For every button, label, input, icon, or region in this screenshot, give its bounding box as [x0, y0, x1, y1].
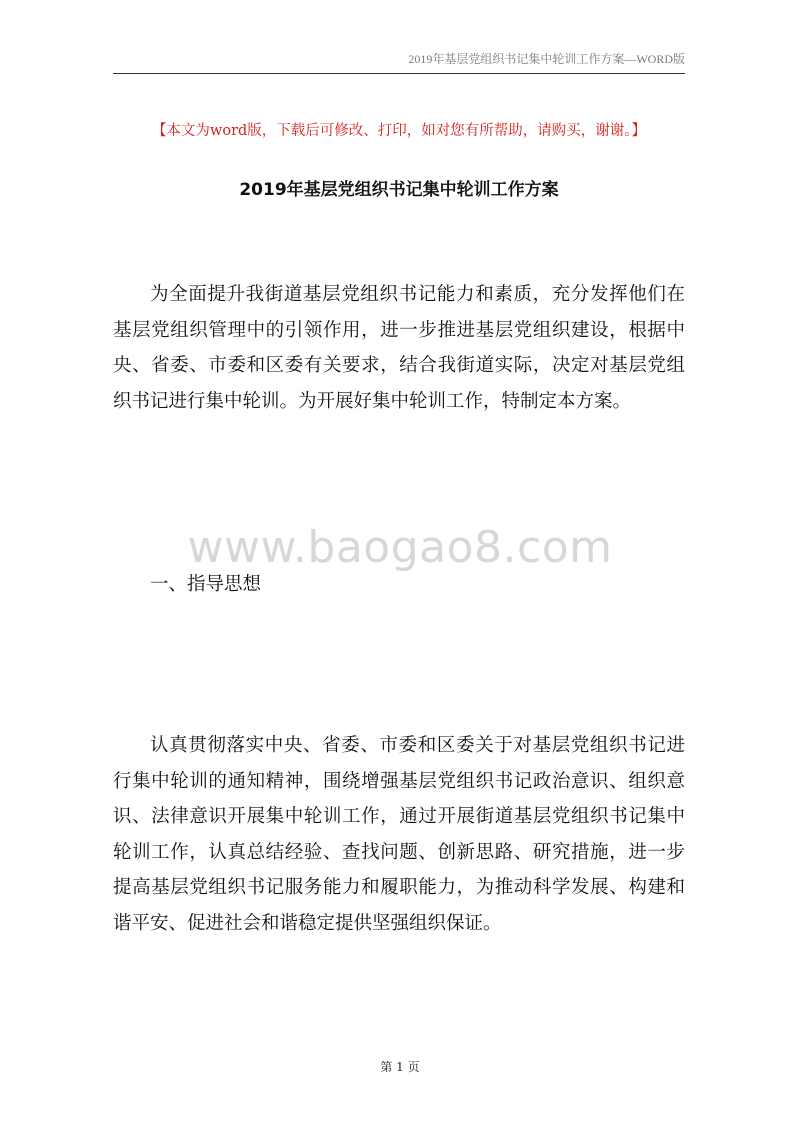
- header-divider: [113, 73, 685, 74]
- watermark: www.baogao8.com: [187, 522, 613, 573]
- section-heading-guiding-ideology: 一、指导思想: [150, 574, 262, 595]
- page-number: 第 1 页: [380, 1060, 420, 1074]
- intro-paragraph: 为全面提升我街道基层党组织书记能力和素质，充分发挥他们在基层党组织管理中的引领作用，进一步推进基层党组织建设，根据中央、省委、市委和区委有关要求，结合我街道实际，决定对基层党组织书记进行集中轮训。为开展好集中轮训工作，特制定本方案。: [113, 284, 685, 412]
- document-title: 2019年基层党组织书记集中轮训工作方案: [239, 180, 559, 200]
- page-header: 2019年基层党组织书记集中轮训工作方案—WORD版: [408, 52, 685, 66]
- guiding-ideology-paragraph: 认真贯彻落实中央、省委、市委和区委关于对基层党组织书记进行集中轮训的通知精神，围绕增强基层党组织书记政治意识、组织意识、法律意识开展集中轮训工作，通过开展街道基层党组织书记集中轮训工作，认真总结经验、查找问题、创新思路、研究措施，进一步提高基层党组织书记服务能力和履职能力，为推动科学发展、构建和谐平安、促进社会和谐稳定提供坚强组织保证。: [113, 735, 685, 934]
- download-notice: 【本文为word版，下载后可修改、打印，如对您有所帮助，请购买，谢谢。】: [151, 123, 647, 139]
